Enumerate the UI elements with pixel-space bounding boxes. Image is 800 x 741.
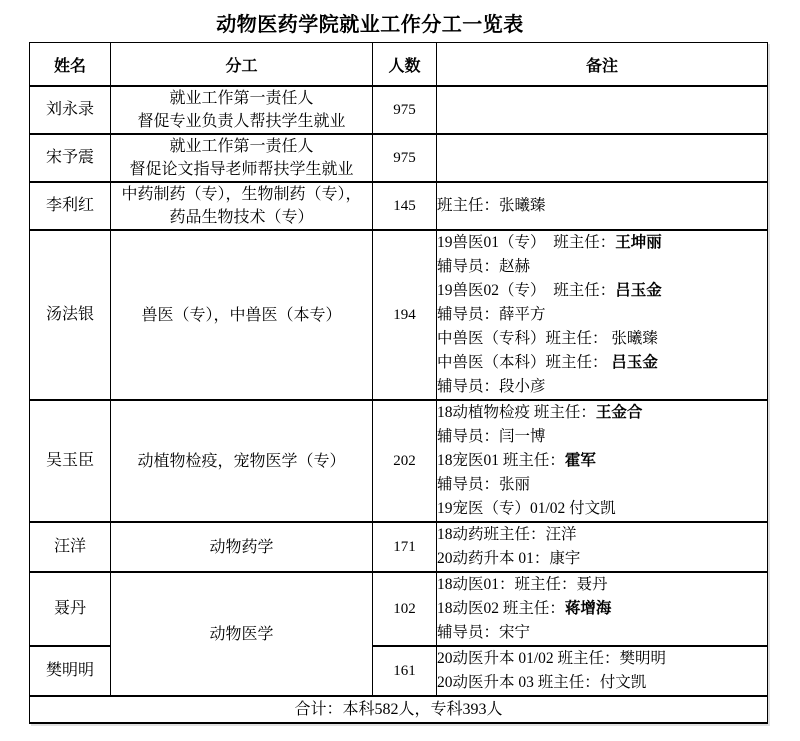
remark-text: 19兽医01（专） 班主任： [437, 234, 616, 251]
remarks-cell [437, 182, 768, 230]
remark-line [437, 647, 767, 671]
remark-text: 班主任：张曦臻 [437, 197, 546, 214]
remark-text: 18动植物检疫 班主任： [437, 404, 596, 421]
remark-text: 辅导员：段小彦 [437, 378, 546, 395]
division-line: 中药制药（专），生物制药（专）， [121, 186, 362, 203]
total-row [30, 696, 768, 723]
remark-text: 辅导员：闫一博 [437, 428, 546, 445]
count-cell: 194 [373, 230, 437, 400]
name-cell: 吴玉臣 [30, 400, 111, 522]
table-row [30, 400, 768, 522]
remark-line [437, 621, 767, 645]
division-cell [111, 86, 373, 134]
count-cell: 145 [373, 182, 437, 230]
remark-text: 中兽医（专科）班主任： 张曦臻 [437, 330, 658, 347]
remarks-cell [437, 522, 768, 572]
remark-line [437, 303, 767, 327]
header-row [30, 43, 768, 87]
name-cell: 樊明明 [30, 646, 111, 696]
remark-line [437, 194, 767, 218]
remark-line [437, 327, 767, 351]
division-cell [111, 400, 373, 522]
remark-text: 辅导员：赵赫 [437, 258, 531, 275]
table-row [30, 230, 768, 400]
remark-text: 20动药升本 01：康宇 [437, 550, 581, 567]
remarks-cell [437, 230, 768, 400]
remark-line [437, 523, 767, 547]
remark-line [437, 497, 767, 521]
division-line: 督促论文指导老师帮扶学生就业 [129, 161, 354, 178]
remark-line [437, 425, 767, 449]
remark-line [437, 547, 767, 571]
page-title: 动物医药学院就业工作分工一览表 [216, 14, 524, 36]
table-body [30, 86, 768, 696]
remark-text: 辅导员：薛平方 [437, 306, 546, 323]
remark-name-bold: 吕玉金 [611, 354, 658, 371]
name-cell: 汪洋 [30, 522, 111, 572]
name-cell: 汤法银 [30, 230, 111, 400]
remark-text: 19兽医02（专） 班主任： [437, 282, 616, 299]
count-cell: 202 [373, 400, 437, 522]
remark-text: 中兽医（本科）班主任： [437, 354, 612, 371]
count-cell: 102 [373, 572, 437, 646]
remarks-cell [437, 646, 768, 696]
name-cell: 宋予震 [30, 134, 111, 182]
remark-text: 19宠医（专）01/02 付文凯 [437, 500, 616, 517]
count-cell: 161 [373, 646, 437, 696]
count-cell: 975 [373, 86, 437, 134]
division-line: 督促专业负责人帮扶学生就业 [137, 113, 346, 130]
remark-line [437, 573, 767, 597]
remark-name-bold: 吕玉金 [615, 282, 662, 299]
table-footer [30, 696, 768, 723]
remark-text: 18动药班主任：汪洋 [437, 526, 577, 543]
name-cell: 李利红 [30, 182, 111, 230]
column-header-division: 分工 [111, 43, 373, 87]
table-row [30, 182, 768, 230]
division-line: 兽医（专），中兽医（本专） [141, 306, 342, 324]
remarks-cell [437, 400, 768, 522]
remark-text: 辅导员：宋宁 [437, 624, 531, 641]
remark-line [437, 473, 767, 497]
remark-text: 18宠医01 班主任： [437, 452, 565, 469]
remark-line [437, 597, 767, 621]
table-row [30, 572, 768, 646]
remark-text: 18动医01：班主任：聂丹 [437, 576, 608, 593]
division-cell [111, 182, 373, 230]
table-row [30, 522, 768, 572]
division-line: 药品生物技术（专） [169, 209, 314, 226]
remarks-cell [437, 572, 768, 646]
name-cell: 刘永录 [30, 86, 111, 134]
remark-text: 辅导员：张丽 [437, 476, 531, 493]
remark-text: 20动医升本 03 班主任：付文凯 [437, 674, 647, 691]
remark-line [437, 351, 767, 375]
remark-name-bold: 霍军 [564, 452, 596, 469]
remark-line [437, 401, 767, 425]
table-container [29, 42, 768, 724]
remarks-cell [437, 86, 768, 134]
column-header-name: 姓名 [30, 43, 111, 87]
remark-line [437, 375, 767, 399]
division-cell [111, 572, 373, 696]
remark-text: 20动医升本 01/02 班主任：樊明明 [437, 650, 667, 667]
count-cell: 975 [373, 134, 437, 182]
remark-name-bold: 王金合 [595, 404, 643, 421]
remark-line [437, 231, 767, 255]
division-line: 动植物检疫，宠物医学（专） [137, 452, 346, 470]
count-cell: 171 [373, 522, 437, 572]
total-cell: 合计：本科582人，专科393人 [30, 696, 768, 723]
remark-line [437, 255, 767, 279]
table-row [30, 86, 768, 134]
division-line: 就业工作第一责任人 [169, 90, 314, 107]
remark-line [437, 449, 767, 473]
division-line: 就业工作第一责任人 [169, 138, 314, 155]
division-line: 动物药学 [209, 538, 274, 556]
remark-line [437, 279, 767, 303]
division-cell [111, 134, 373, 182]
name-cell: 聂丹 [30, 572, 111, 646]
division-cell [111, 230, 373, 400]
column-header-count: 人数 [373, 43, 437, 87]
division-line: 动物医学 [209, 625, 274, 643]
table-row [30, 134, 768, 182]
remark-line [437, 671, 767, 695]
remarks-cell [437, 134, 768, 182]
remark-name-bold: 蒋增海 [564, 600, 612, 617]
column-header-remarks: 备注 [437, 43, 768, 87]
table-header [30, 43, 768, 87]
division-cell [111, 522, 373, 572]
remark-text: 18动医02 班主任： [437, 600, 565, 617]
remark-name-bold: 王坤丽 [615, 234, 662, 251]
work-division-table [29, 42, 768, 724]
